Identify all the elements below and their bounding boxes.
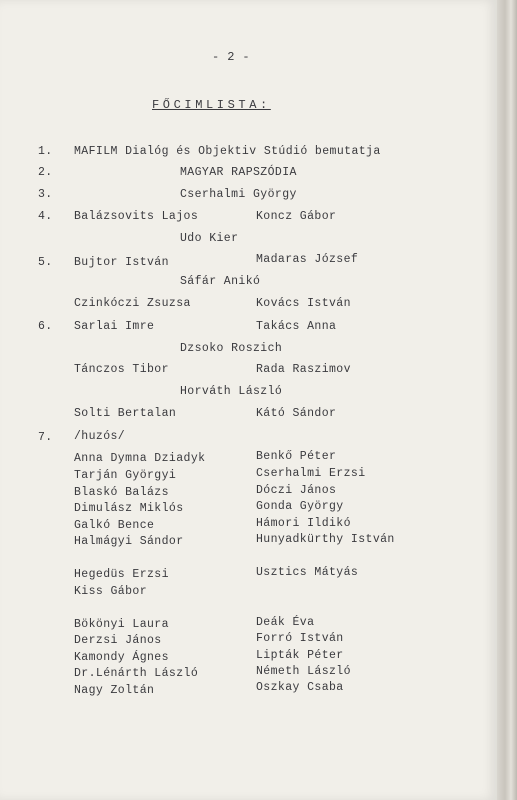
cast-name: Hunyadkürthy István: [256, 533, 395, 546]
cast-name: Dimulász Miklós: [74, 502, 184, 515]
credit-name: Tánczos Tibor: [74, 363, 169, 376]
credit-name: Koncz Gábor: [256, 210, 337, 223]
credit-name: Sarlai Imre: [74, 320, 155, 333]
cast-name: Tarján Györgyi: [74, 469, 177, 482]
cast-name: Halmágyi Sándor: [74, 535, 184, 548]
cast-name: Bökönyi Laura: [74, 618, 169, 631]
credit-note: /huzós/: [74, 430, 126, 443]
credit-name: Bujtor István: [74, 256, 169, 269]
page-edge: [497, 0, 517, 800]
credit-name: Czinkóczi Zsuzsa: [74, 297, 191, 310]
cast-name: Kiss Gábor: [74, 585, 148, 598]
cast-name: Benkő Péter: [256, 450, 337, 463]
credit-name: Kátó Sándor: [256, 407, 337, 420]
film-title: MAGYAR RAPSZÓDIA: [180, 166, 297, 179]
credit-name: Sáfár Anikó: [180, 275, 261, 288]
credit-name: Madaras József: [256, 253, 359, 266]
credit-name: Horváth László: [180, 385, 283, 398]
item-number: 2.: [38, 166, 53, 179]
cast-name: Nagy Zoltán: [74, 684, 155, 697]
cast-name: Usztics Mátyás: [256, 566, 359, 579]
cast-name: Dóczi János: [256, 484, 337, 497]
cast-name: Hegedüs Erzsi: [74, 568, 169, 581]
credit-name: Dzsoko Roszich: [180, 342, 283, 355]
cast-name: Dr.Lénárth László: [74, 667, 199, 680]
item-number: 1.: [38, 145, 53, 158]
item-number: 6.: [38, 320, 53, 333]
cast-name: Lipták Péter: [256, 649, 344, 662]
credit-name: Takács Anna: [256, 320, 337, 333]
cast-name: Gonda György: [256, 500, 344, 513]
cast-name: Németh László: [256, 665, 351, 678]
cast-name: Derzsi János: [74, 634, 162, 647]
credit-name: Balázsovits Lajos: [74, 210, 199, 223]
cast-name: Hámori Ildikó: [256, 517, 351, 530]
credit-name: Cserhalmi György: [180, 188, 297, 201]
cast-name: Deák Éva: [256, 616, 315, 629]
credit-name: Udo Kier: [180, 232, 239, 245]
credit-name: Rada Raszimov: [256, 363, 351, 376]
item-number: 5.: [38, 256, 53, 269]
page-title: FŐCIMLISTA:: [152, 98, 271, 112]
cast-name: Blaskó Balázs: [74, 486, 169, 499]
cast-name: Galkó Bence: [74, 519, 155, 532]
cast-name: Cserhalmi Erzsi: [256, 467, 366, 480]
item-number: 3.: [38, 188, 53, 201]
item-number: 7.: [38, 431, 53, 444]
item-number: 4.: [38, 210, 53, 223]
cast-name: Forró István: [256, 632, 344, 645]
page-number: - 2 -: [212, 50, 251, 64]
cast-name: Anna Dymna Dziadyk: [74, 452, 206, 465]
cast-name: Oszkay Csaba: [256, 681, 344, 694]
credit-name: Kovács István: [256, 297, 351, 310]
credit-name: Solti Bertalan: [74, 407, 177, 420]
credit-line: MAFILM Dialóg és Objektiv Stúdió bemutatja: [74, 145, 381, 158]
cast-name: Kamondy Ágnes: [74, 651, 169, 664]
